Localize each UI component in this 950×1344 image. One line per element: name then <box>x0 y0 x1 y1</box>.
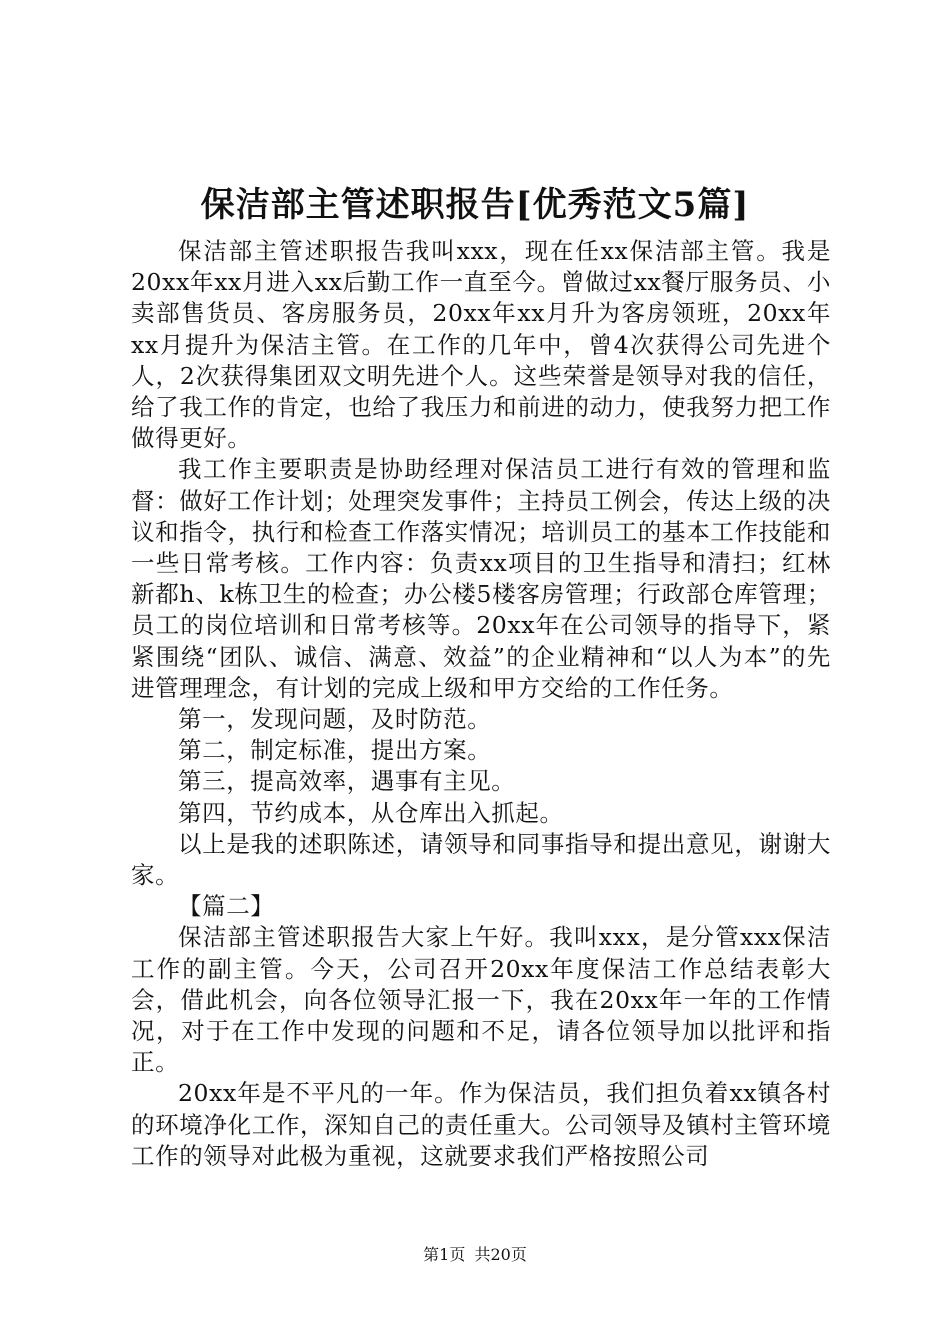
page-total: 共20页 <box>474 1245 527 1264</box>
paragraph: 20xx年是不平凡的一年。作为保洁员，我们担负着xx镇各村的环境净化工作，深知自己的责任重大。公司领导及镇村主管环境工作的领导对此极为重视，这就要求我们严格按照公司 <box>131 1079 831 1170</box>
document-body <box>131 236 831 1172</box>
document-title: 保洁部主管述职报告[优秀范文5篇] <box>200 185 750 225</box>
paragraph: 第二，制定标准，提出方案。 <box>178 736 492 765</box>
page-number: 第1页 <box>423 1245 466 1264</box>
paragraph: 第四，节约成本，从仓库出入抓起。 <box>178 798 564 827</box>
paragraph: 我工作主要职责是协助经理对保洁员工进行有效的管理和监督：做好工作计划；处理突发事件；主持员工例会，传达上级的决议和指令，执行和检查工作落实情况；培训员工的基本工作技能和一些日常考核。工作内容：负责xx项目的卫生指导和清扫；红林新都h、k栋卫生的检查；办公楼5楼客房管理；行政部仓库管理；员工的岗位培训和日常考核等。20xx年在公司领导的指导下，紧紧围绕“团队、诚信、满意、效益”的企业精神和“以人为本”的先进管理理念，有计划的完成上级和甲方交给的工作任务。 <box>131 455 831 702</box>
section-heading: 【篇二】 <box>178 892 275 921</box>
page-footer <box>0 1244 950 1266</box>
paragraph: 保洁部主管述职报告我叫xxx，现在任xx保洁部主管。我是20xx年xx月进入xx后勤工作一直至今。曾做过xx餐厅服务员、小卖部售货员、客房服务员，20xx年xx月升为客房领班，20xx年xx月提升为保洁主管。在工作的几年中，曾4次获得公司先进个人，2次获得集团双文明先进个人。这些荣誉是领导对我的信任，给了我工作的肯定，也给了我压力和前进的动力，使我努力把工作做得更好。 <box>131 237 831 453</box>
paragraph: 保洁部主管述职报告大家上午好。我叫xxx，是分管xxx保洁工作的副主管。今天，公司召开20xx年度保洁工作总结表彰大会，借此机会，向各位领导汇报一下，我在20xx年一年的工作情况，对于在工作中发现的问题和不足，请各位领导加以批评和指正。 <box>131 923 831 1077</box>
paragraph: 第三，提高效率，遇事有主见。 <box>178 767 516 796</box>
paragraph: 第一，发现问题，及时防范。 <box>178 705 492 734</box>
paragraph: 以上是我的述职陈述，请领导和同事指导和提出意见，谢谢大家。 <box>131 829 831 890</box>
